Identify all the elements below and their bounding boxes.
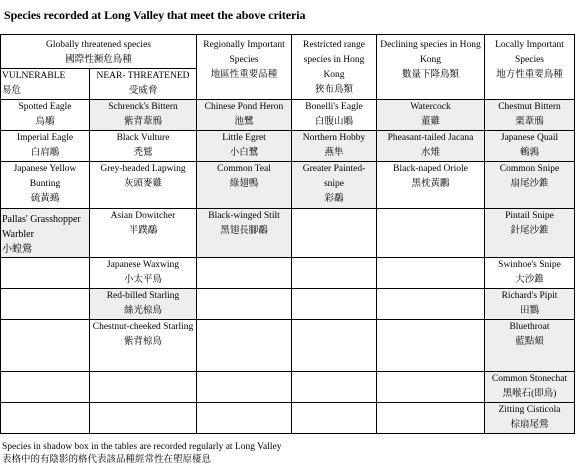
- species-name-zh: 硫黃鵐: [30, 194, 60, 204]
- species-cell: [90, 320, 197, 372]
- species-name-en: Little Egret: [222, 133, 266, 143]
- species-name-zh: 禿鷲: [133, 148, 153, 158]
- empty-cell: [292, 372, 377, 403]
- species-name-zh: 黑枕黃鸝: [411, 179, 450, 189]
- species-name-zh: 鵪鶉: [519, 148, 539, 158]
- header-text-zh: 數量下降鳥類: [401, 70, 459, 80]
- header-declining: [377, 35, 485, 100]
- species-name-zh: 白腹山鵰: [314, 117, 353, 127]
- species-name-zh: 水雉: [420, 148, 440, 158]
- species-table: [0, 34, 575, 434]
- species-name-en: Chestnut-cheeked Starling: [92, 322, 194, 332]
- species-cell: [90, 258, 197, 289]
- table-row: [1, 162, 575, 209]
- species-name-en: Pheasant-tailed Jacana: [387, 133, 474, 143]
- species-name-en: Red-billed Starling: [106, 291, 180, 301]
- species-name-en: Pallas' Grasshopper Warbler: [2, 214, 81, 240]
- species-cell: [485, 320, 575, 372]
- table-row: [1, 258, 575, 289]
- empty-cell: [1, 372, 90, 403]
- empty-cell: [377, 209, 485, 258]
- header-restricted-range: [292, 35, 377, 100]
- header-text-en: Declining species in Hong Kong: [380, 40, 481, 65]
- species-name-en: Schrenck's Bittern: [108, 102, 178, 112]
- empty-cell: [1, 403, 90, 434]
- footnote-zh: 表格中的有陰影的格代表該品種經常性在塱原棲息: [2, 455, 212, 465]
- header-text-zh: 狹布鳥類: [314, 85, 353, 95]
- species-cell: [292, 131, 377, 162]
- empty-cell: [292, 289, 377, 320]
- header-regionally-important: [197, 35, 292, 100]
- footnote-en: Species in shadow box in the tables are recorded regularly at Long Valley: [2, 442, 282, 452]
- species-name-zh: 栗葦鳽: [515, 117, 544, 127]
- species-cell: [485, 162, 575, 209]
- header-text-zh: 地區性重要品種: [210, 70, 278, 80]
- header-text-zh: 易危: [2, 86, 22, 96]
- header-text-en: Restricted range species in Hong Kong: [303, 40, 365, 80]
- header-text-en: Globally threatened species: [46, 40, 151, 50]
- species-name-en: Japanese Quail: [500, 133, 559, 143]
- species-name-en: Common Stonechat: [491, 374, 568, 384]
- species-cell: [197, 131, 292, 162]
- species-name-zh: 綠翅鴨: [229, 179, 259, 189]
- empty-cell: [292, 403, 377, 434]
- species-name-zh: 小白鷺: [229, 148, 259, 158]
- species-cell: [377, 131, 485, 162]
- header-text-en: Regionally Important Species: [203, 40, 285, 65]
- species-name-en: Pintail Snipe: [505, 211, 554, 221]
- species-name-zh: 棕扇尾鶯: [510, 420, 549, 430]
- empty-cell: [1, 289, 90, 320]
- species-cell: [197, 209, 292, 258]
- species-cell: [90, 289, 197, 320]
- species-name-en: Common Teal: [217, 164, 271, 174]
- species-cell: [485, 258, 575, 289]
- species-name-zh: 小太平鳥: [123, 275, 162, 285]
- species-name-en: Black Vulture: [116, 133, 170, 143]
- species-name-en: Japanese Yellow Bunting: [13, 164, 77, 189]
- empty-cell: [377, 403, 485, 434]
- species-name-en: Asian Dowitcher: [110, 211, 176, 221]
- page-title: Species recorded at Long Valley that meet the above criteria: [4, 8, 306, 22]
- species-name-zh: 烏鵰: [35, 117, 55, 127]
- species-cell: [1, 209, 90, 258]
- species-name-zh: 半蹼鷸: [128, 226, 158, 236]
- species-name-en: Japanese Waxwing: [106, 260, 180, 270]
- header-locally-important: [485, 35, 575, 100]
- species-rows: [1, 100, 575, 434]
- species-name-zh: 池鷺: [234, 117, 254, 127]
- header-text-en: VULNERABLE: [2, 71, 66, 81]
- species-name-en: Black-winged Stilt: [208, 211, 280, 221]
- species-name-en: Imperial Eagle: [16, 133, 74, 143]
- table-row: [1, 209, 575, 258]
- table-row: [1, 403, 575, 434]
- empty-cell: [377, 320, 485, 372]
- empty-cell: [90, 372, 197, 403]
- species-name-en: Greater Painted-snipe: [302, 164, 366, 189]
- species-cell: [292, 100, 377, 131]
- empty-cell: [1, 320, 90, 372]
- table-row: [1, 100, 575, 131]
- species-cell: [1, 131, 90, 162]
- header-globally-threatened: [1, 35, 197, 69]
- species-name-zh: 絲光椋鳥: [123, 306, 162, 316]
- species-name-en: Bonelli's Eagle: [305, 102, 363, 112]
- species-cell: [485, 100, 575, 131]
- table-row: [1, 131, 575, 162]
- species-name-en: Bluethroat: [509, 322, 550, 332]
- species-cell: [90, 100, 197, 131]
- empty-cell: [197, 372, 292, 403]
- species-name-en: Watercock: [410, 102, 451, 112]
- species-name-zh: 紫背葦鳽: [123, 117, 162, 127]
- species-name-en: Richard's Pipit: [501, 291, 558, 301]
- species-cell: [377, 162, 485, 209]
- species-name-zh: 扇尾沙錐: [510, 179, 549, 189]
- empty-cell: [377, 289, 485, 320]
- species-name-en: Zitting Cisticola: [498, 405, 561, 415]
- empty-cell: [197, 289, 292, 320]
- species-cell: [197, 162, 292, 209]
- empty-cell: [1, 258, 90, 289]
- empty-cell: [90, 403, 197, 434]
- species-cell: [197, 100, 292, 131]
- empty-cell: [377, 372, 485, 403]
- species-name-zh: 董雞: [420, 117, 440, 127]
- species-cell: [485, 131, 575, 162]
- species-name-en: Northern Hobby: [302, 133, 366, 143]
- species-name-en: Chestnut Bittern: [498, 102, 561, 112]
- table-row: [1, 372, 575, 403]
- species-cell: [90, 131, 197, 162]
- species-name-zh: 大沙錐: [515, 275, 544, 285]
- species-name-en: Chinese Pond Heron: [204, 102, 284, 112]
- empty-cell: [292, 258, 377, 289]
- species-cell: [485, 372, 575, 403]
- species-name-en: Grey-headed Lapwing: [100, 164, 186, 174]
- species-cell: [1, 100, 90, 131]
- species-cell: [377, 100, 485, 131]
- species-cell: [90, 209, 197, 258]
- header-text-zh: 國際性瀕危鳥種: [65, 55, 132, 65]
- species-name-zh: 針尾沙錐: [510, 226, 549, 236]
- table-row: [1, 320, 575, 372]
- species-cell: [90, 162, 197, 209]
- footnote: [2, 441, 281, 467]
- species-name-zh: 白肩鵰: [30, 148, 60, 158]
- species-cell: [485, 289, 575, 320]
- species-name-zh: 小蝗鶯: [2, 244, 32, 255]
- species-name-zh: 黑翅長腳鷸: [220, 226, 268, 236]
- species-name-zh: 紫背椋鳥: [123, 337, 162, 347]
- species-name-en: Common Snipe: [499, 164, 560, 174]
- species-name-zh: 燕隼: [324, 148, 344, 158]
- species-name-zh: 黑喉石(即鳥): [502, 389, 557, 399]
- species-name-en: Swinhoe's Snipe: [498, 260, 561, 270]
- empty-cell: [292, 320, 377, 372]
- empty-cell: [197, 403, 292, 434]
- species-cell: [485, 209, 575, 258]
- header-text-zh: 地方性重要鳥種: [496, 70, 563, 80]
- species-name-en: Spotted Eagle: [18, 102, 72, 112]
- species-name-zh: 彩鷸: [324, 194, 344, 204]
- header-text-en: NEAR- THREATENED: [96, 71, 190, 81]
- species-name-zh: 灰頭麥雞: [123, 179, 162, 189]
- header-text-en: Locally Important Species: [495, 40, 564, 65]
- header-text-zh: 受威脅: [128, 86, 158, 96]
- species-name-zh: 田鷚: [519, 306, 539, 316]
- species-name-zh: 藍點頦: [515, 337, 544, 347]
- table-row: [1, 289, 575, 320]
- species-cell: [1, 162, 90, 209]
- empty-cell: [197, 258, 292, 289]
- species-name-en: Black-naped Oriole: [393, 164, 468, 174]
- header-vulnerable: [1, 69, 90, 100]
- empty-cell: [197, 320, 292, 372]
- species-cell: [485, 403, 575, 434]
- empty-cell: [377, 258, 485, 289]
- species-cell: [292, 162, 377, 209]
- header-near-threatened: [90, 69, 197, 100]
- empty-cell: [292, 209, 377, 258]
